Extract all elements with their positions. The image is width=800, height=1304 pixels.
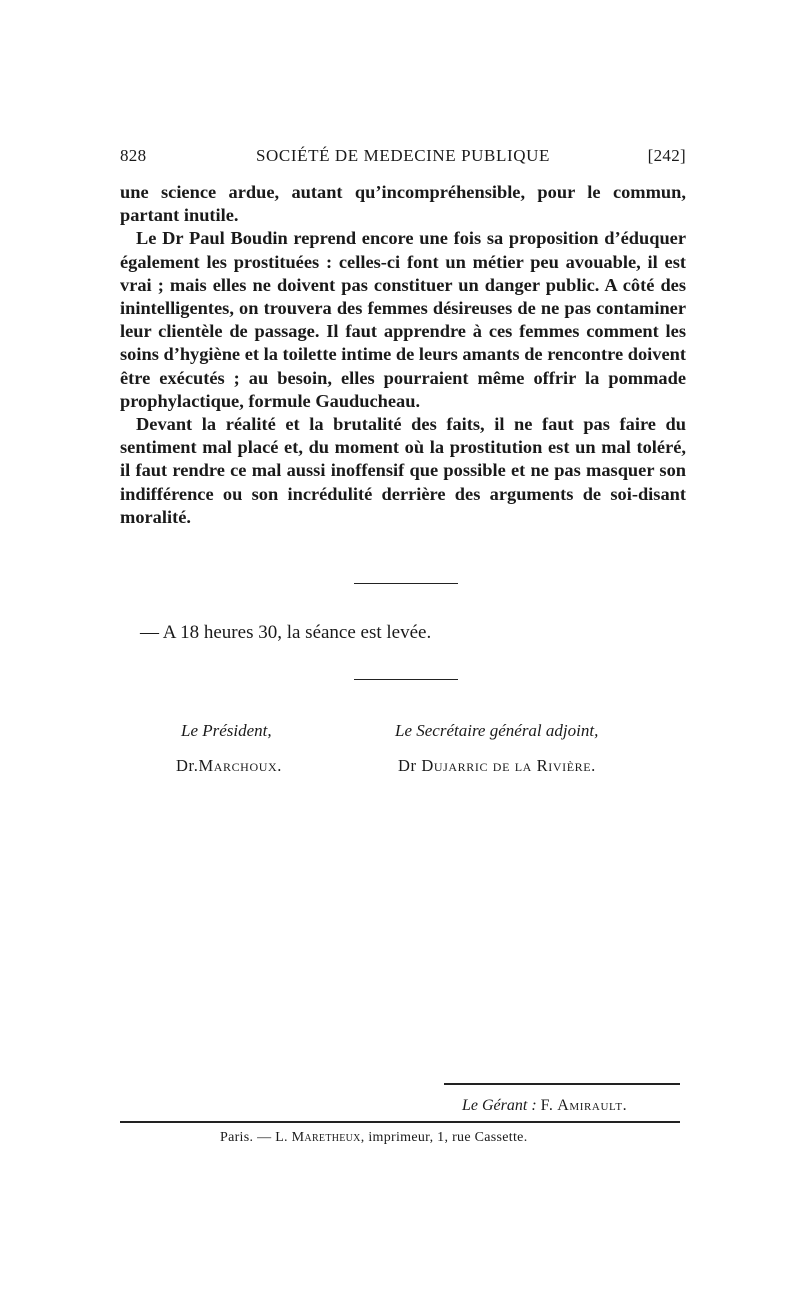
printer-line <box>220 1130 528 1146</box>
president-prefix: Dr. <box>176 756 199 775</box>
journal-title: SOCIÉTÉ DE MEDECINE PUBLIQUE <box>256 146 550 165</box>
session-closing: — A 18 heures 30, la séance est levée. <box>140 622 432 643</box>
secretary-title: Le Secrétaire général adjoint, <box>395 721 599 740</box>
separator-rule <box>354 583 458 584</box>
body-text <box>120 181 686 529</box>
printer-line-start: Paris. — L. <box>220 1130 288 1145</box>
gerant-rule <box>444 1083 680 1085</box>
paragraph-continuation: une science ardue, autant qu’incompréhensible, pour le commun, partant inutile. <box>120 182 686 226</box>
footer-rule <box>120 1121 680 1123</box>
printer-line-end: imprimeur, 1, rue Cassette. <box>368 1130 528 1145</box>
gerant-label: Le Gérant : <box>462 1097 537 1114</box>
president-signature <box>176 756 282 776</box>
paragraph-conclusion: Devant la réalité et la brutalité des faits, il ne faut pas faire du sentiment mal placé et, du moment où la prostitution est un mal toléré, il faut rendre ce mal aussi inoffensif que possible et ne pas masquer son indifférence ou son incrédulité derrière des arguments de soi-disant moralité. <box>120 414 686 527</box>
secretary-prefix: Dr <box>398 756 417 775</box>
printer-name: Maretheux, <box>291 1130 365 1145</box>
paragraph-boudin: Le Dr Paul Boudin reprend encore une fois sa proposition d’éduquer également les prostituées : celles-ci font un métier peu avouable, il est vrai ; mais elles ne doivent pas constituer un danger public. A côté des inintelligentes, on trouvera des femmes désireuses de ne pas contaminer leur clientèle de passage. Il faut apprendre à ces femmes comment les soins d’hygiène et la toilette intime de leurs amants de rencontre doivent être exécutés ; au besoin, elles pourraient même offrir la pommade prophylactique, formule Gauducheau. <box>120 228 686 411</box>
page-number: 828 <box>120 146 147 165</box>
separator-rule <box>354 679 458 680</box>
running-head <box>120 146 686 168</box>
president-name: Marchoux. <box>198 756 282 775</box>
page-reference: [242] <box>647 146 686 165</box>
secretary-name: Dujarric de la Rivière. <box>421 756 596 775</box>
secretary-signature <box>398 756 596 776</box>
president-title: Le Président, <box>181 721 272 740</box>
gerant-line <box>462 1097 627 1115</box>
gerant-name: F. Amirault. <box>540 1097 628 1114</box>
